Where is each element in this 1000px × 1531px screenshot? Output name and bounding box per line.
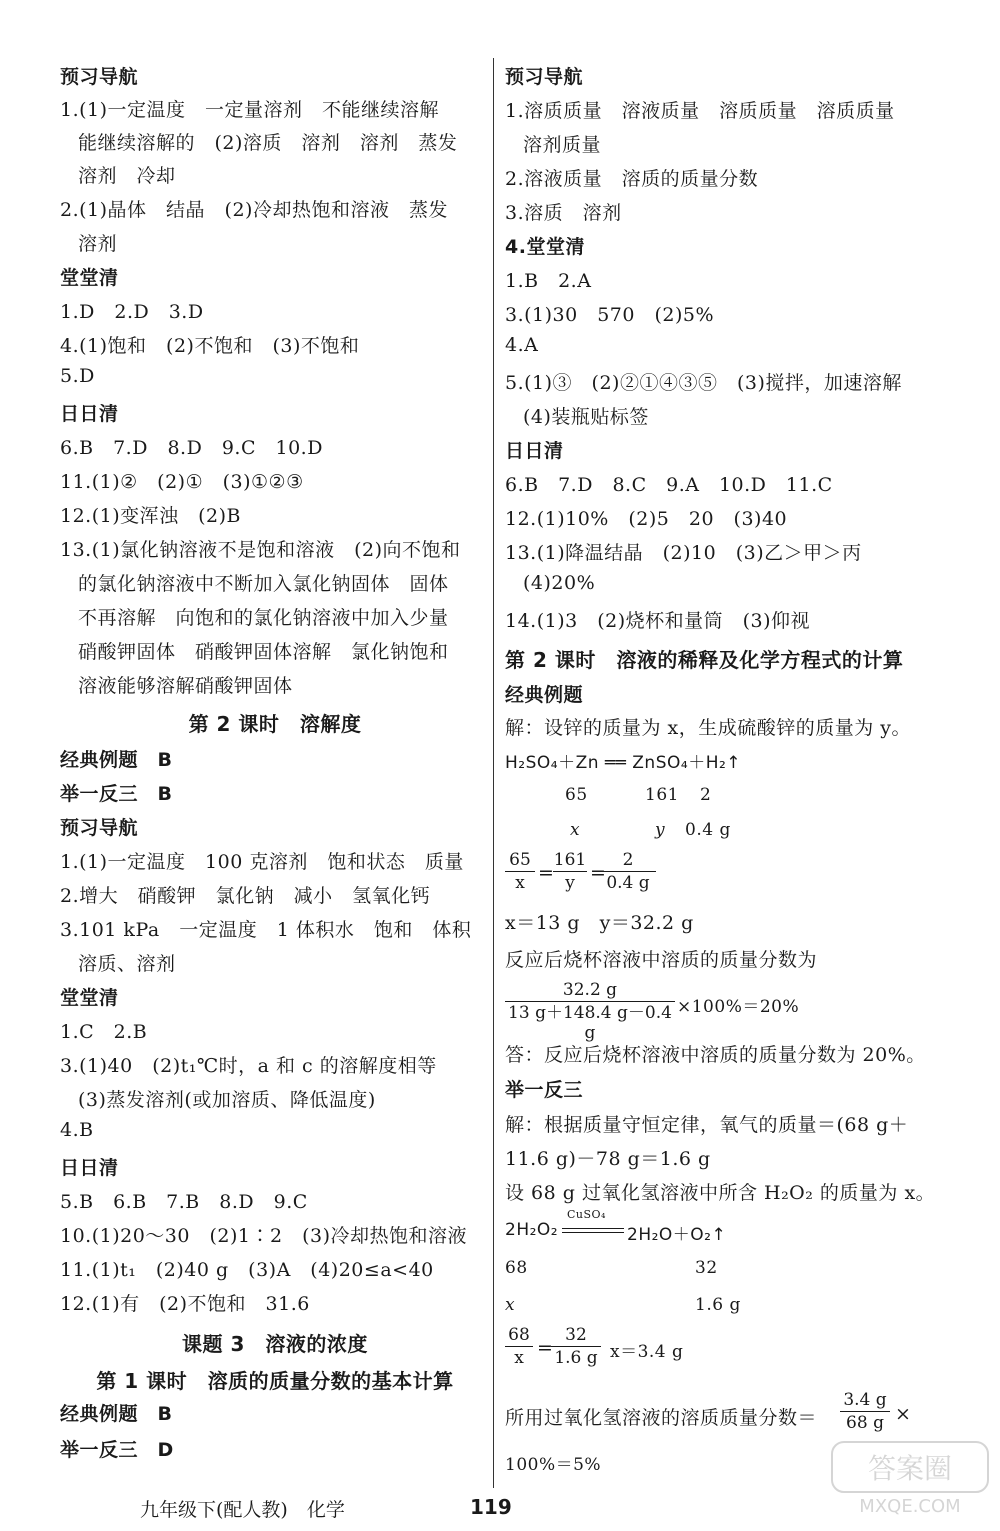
answer-line: 反应后烧杯溶液中溶质的质量分数为 [505,949,818,971]
answer-line: 解：设锌的质量为 x，生成硫酸锌的质量为 y。 [505,717,912,739]
equation-double-line [562,1228,624,1233]
fraction [553,850,587,893]
fraction-bar [505,1001,675,1002]
answer-line: 4.(1)饱和 (2)不饱和 (3)不饱和 [60,335,360,357]
chem-equation-right: 2H₂O＋O₂↑ [627,1225,727,1245]
watermark-text: 答案圈 [867,1452,953,1485]
equation-var: x [505,1295,516,1315]
answer-line: 11.(1)t₁ (2)40 g (3)A (4)20≤a<40 [60,1259,434,1281]
section-heading: 预习导航 [60,817,139,839]
equation-var: x [570,820,581,840]
answer-line: (3)蒸发溶剂(或加溶质、降低温度) [78,1089,376,1111]
fraction-bar [551,1346,601,1347]
fraction-numerator: 32 [565,1325,587,1345]
fraction [505,1325,533,1368]
watermark-logo [830,1440,990,1520]
answer-line: 3.(1)40 (2)t₁℃时，a 和 c 的溶解度相等 [60,1055,437,1077]
fraction [600,850,656,893]
equals-sign: = [537,1337,554,1359]
answer-line: 13.(1)降温结晶 (2)10 (3)乙＞甲＞丙 [505,542,862,564]
section-heading: 日日清 [60,1157,119,1179]
result-line: x＝3.4 g [610,1342,684,1362]
answer-line: 2.(1)晶体 结晶 (2)冷却热饱和溶液 蒸发 [60,199,448,221]
fraction-bar [505,1346,533,1347]
equation-var: y [655,820,666,840]
answer-line: 1.B 2.A [505,270,592,292]
answer-line: 1.D 2.D 3.D [60,301,204,323]
fraction-numerator: 65 [509,850,531,870]
equation-coef: 68 [505,1258,528,1278]
answer-line: 溶质、溶剂 [78,953,176,975]
fraction-denominator: x [514,1348,524,1368]
fraction-denominator: 1.6 g [554,1348,598,1368]
chem-equation: H₂SO₄＋Zn ══ ZnSO₄＋H₂↑ [505,753,742,773]
watermark-url: MXQE.COM [859,1496,961,1517]
fraction-denominator: 13 g＋148.4 g－0.4 g [508,1003,672,1043]
answer-line: 所用过氧化氢溶液的溶质质量分数＝ [505,1407,818,1429]
answer-line: 溶剂 冷却 [78,165,176,187]
section-heading: 第 2 课时 溶解度 [188,712,362,736]
footer-label: 九年级下(配人教) 化学 [140,1499,345,1521]
page-number: 119 [470,1495,512,1519]
section-heading: 经典例题 B [60,749,173,771]
answer-line: 12.(1)10% (2)5 20 (3)40 [505,508,788,530]
fraction-numerator: 161 [553,850,587,870]
answer-line: 不再溶解 向饱和的氯化钠溶液中加入少量 [78,607,449,629]
equation-var: 1.6 g [695,1295,741,1315]
fraction-denominator: 68 g [846,1413,884,1433]
answer-line: 能继续溶解的 (2)溶质 溶剂 溶剂 蒸发 [78,132,458,154]
answer-line: 解：根据质量守恒定律，氧气的质量＝(68 g＋ [505,1114,909,1136]
answer-line: 溶液能够溶解硝酸钾固体 [78,675,293,697]
section-heading: 课题 3 溶液的浓度 [182,1332,368,1356]
answer-line: (4)20% [523,572,596,594]
answer-line: 10.(1)20～30 (2)1∶2 (3)冷却热饱和溶液 [60,1225,467,1247]
equation-coef: 65 [565,785,588,805]
section-heading: 第 2 课时 溶液的稀释及化学方程式的计算 [505,648,904,672]
answer-line: 5.(1)③ (2)②①④③⑤ (3)搅拌，加速溶解 [505,372,902,394]
fraction-denominator: x [515,873,525,893]
section-heading: 第 1 课时 溶质的质量分数的基本计算 [96,1369,454,1393]
fraction-bar [505,871,535,872]
answer-line: 2.溶液质量 溶质的质量分数 [505,168,759,190]
answer-line: 3.溶质 溶剂 [505,202,622,224]
section-heading: 堂堂清 [60,987,119,1009]
fraction-numerator: 32.2 g [562,980,618,1000]
answer-line: 溶剂 [78,233,118,255]
section-heading: 经典例题 [505,684,584,706]
fraction-numerator: 68 [508,1325,530,1345]
answer-line: 100%＝5% [505,1455,602,1475]
fraction [840,1390,890,1433]
answer-line: 2.增大 硝酸钾 氯化钠 减小 氢氧化钙 [60,885,431,907]
section-heading: 举一反三 [505,1079,584,1101]
answer-line: 溶剂质量 [523,134,602,156]
fraction-bar [600,871,656,872]
answer-line: 1.C 2.B [60,1021,148,1043]
answer-line: 6.B 7.D 8.D 9.C 10.D [60,437,323,459]
chem-equation-left: 2H₂O₂ [505,1220,559,1240]
section-heading: 4.堂堂清 [505,236,585,258]
answer-line: 12.(1)变浑浊 (2)B [60,505,242,527]
equals-sign: = [538,862,555,884]
equation-coef: 2 [700,785,712,805]
equals-sign: = [590,862,607,884]
fraction-denominator: y [565,873,575,893]
answer-line: 1.(1)一定温度 一定量溶剂 不能继续溶解 [60,99,440,121]
section-heading: 堂堂清 [60,267,119,289]
fraction [505,850,535,893]
fraction-numerator: 2 [622,850,634,870]
answer-line: 设 68 g 过氧化氢溶液中所含 H₂O₂ 的质量为 x。 [505,1182,936,1204]
answer-line: 6.B 7.D 8.C 9.A 10.D 11.C [505,474,833,496]
answer-line: 5.B 6.B 7.B 8.D 9.C [60,1191,308,1213]
answer-line: 4.B [60,1119,94,1141]
answer-line: 14.(1)3 (2)烧杯和量筒 (3)仰视 [505,610,811,632]
section-heading: 预习导航 [60,66,139,88]
section-heading: 经典例题 B [60,1403,173,1425]
answer-line: 11.6 g)－78 g＝1.6 g [505,1148,711,1170]
answer-line: 4.A [505,334,539,356]
column-divider [493,58,494,1488]
result-line: x＝13 g y＝32.2 g [505,912,694,934]
answer-line: 的氯化钠溶液中不断加入氯化钠固体 固体 [78,573,449,595]
answer-line: 11.(1)② (2)① (3)①②③ [60,471,304,493]
equation-var: 0.4 g [685,820,731,840]
section-heading: 日日清 [505,440,564,462]
fraction-mass-percent [505,980,675,1043]
answer-line: × [895,1403,912,1425]
answer-line: 3.(1)30 570 (2)5% [505,304,715,326]
answer-line: 13.(1)氯化钠溶液不是饱和溶液 (2)向不饱和 [60,539,461,561]
fraction [551,1325,601,1368]
section-heading: 举一反三 B [60,783,173,805]
answer-line: (4)装瓶贴标签 [523,406,649,428]
answer-line: 5.D [60,365,95,387]
answer-line: 3.101 kPa 一定温度 1 体积水 饱和 体积 [60,919,472,941]
catalyst-label: CuSO₄ [567,1208,606,1221]
section-heading: 举一反三 D [60,1439,174,1461]
answer-line: 硝酸钾固体 硝酸钾固体溶解 氯化钠饱和 [78,641,449,663]
answer-line: 答：反应后烧杯溶液中溶质的质量分数为 20%。 [505,1044,926,1066]
fraction-denominator: 0.4 g [606,873,650,893]
answer-line: 1.(1)一定温度 100 克溶剂 饱和状态 质量 [60,851,464,873]
fraction-bar [840,1411,890,1412]
equation-coef: 161 [645,785,679,805]
answer-line: 12.(1)有 (2)不饱和 31.6 [60,1293,310,1315]
answer-line: ×100%＝20% [677,997,800,1017]
fraction-bar [553,871,587,872]
fraction-numerator: 3.4 g [843,1390,887,1410]
section-heading: 预习导航 [505,66,584,88]
equation-coef: 32 [695,1258,718,1278]
answer-line: 1.溶质质量 溶液质量 溶质质量 溶质质量 [505,100,895,122]
section-heading: 日日清 [60,403,119,425]
